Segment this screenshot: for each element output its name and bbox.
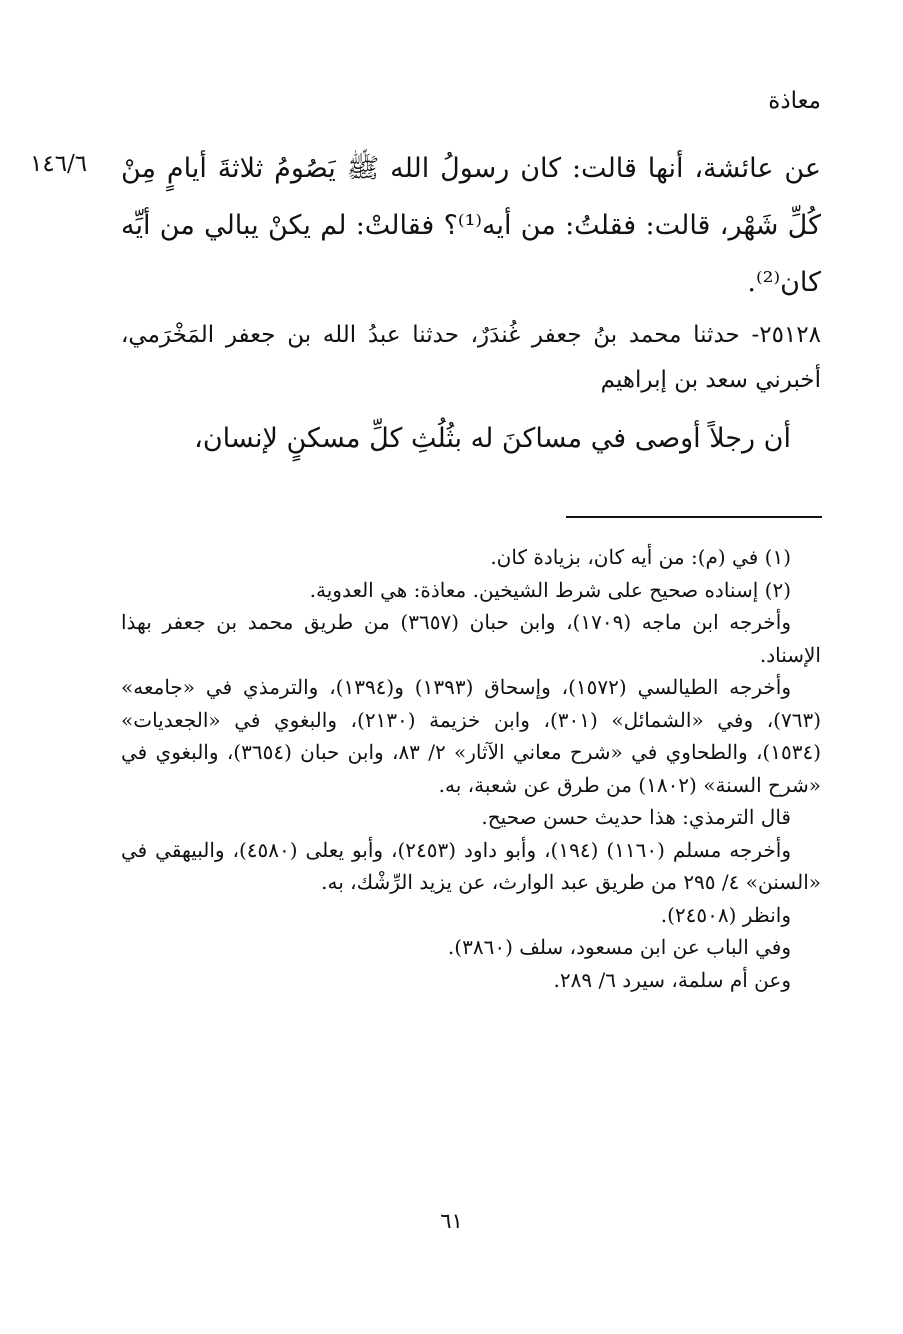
running-title: معاذة [768,88,821,114]
footnote-paragraph: وانظر (٢٤٥٠٨). [660,902,791,927]
hadith-matn: أن رجلاً أوصى في مساكنَ له بثُلُثِ كلِّ مسكنٍ لإنسان، [194,423,791,454]
footnote-2: (٢) إسناده صحيح على شرط الشيخين. معاذة: هي العدوية. [309,577,791,602]
footnote-paragraph: وفي الباب عن ابن مسعود، سلف (٣٨٦٠). [447,935,791,959]
page-number: ٦١ [440,1209,463,1233]
hadith-isnad: ٢٥١٢٨- حدثنا محمد بنُ جعفر غُندَرٌ، حدثنا عبدُ الله بن جعفر المَخْرَمي، أخبرني سعد بن إبراهيم [121,322,821,393]
footnote-paragraph: وعن أم سلمة، سيرد ٦/ ٢٨٩. [553,967,791,992]
main-text [121,140,821,311]
footnotes [121,541,821,996]
margin-reference: ١٤٦/٦ [30,151,88,177]
hadith-isnad-block [121,313,821,403]
footnote-1: (١) في (م): من أيه كان، بزيادة كان. [490,545,791,569]
footnote-paragraph: وأخرجه الطيالسي (١٥٧٢)، وإسحاق (١٣٩٣) و(١٣٩٤)، والترمذي في «جامعه» (٧٦٣)، وفي «الشمائل» (٣٠١)، وابن خزيمة (٢١٣٠)، والبغوي في «الجعديات» (١٥٣٤)، والطحاوي في «شرح معاني الآثار» ٢/ ٨٣، وابن حبان (٣٦٥٤)، والبغوي في «شرح السنة» (١٨٠٢) من طرق عن شعبة، به. [121,675,822,797]
footnote-divider [566,516,822,518]
footnote-paragraph: وأخرجه ابن ماجه (١٧٠٩)، وابن حبان (٣٦٥٧) من طريق محمد بن جعفر بهذا الإسناد. [121,610,821,667]
main-paragraph: عن عائشة، أنها قالت: كان رسولُ الله ﷺ يَصُومُ ثلاثةَ أيامٍ مِنْ كُلِّ شَهْر، قالت: فقلتُ: من أيه⁽¹⁾؟ فقالتْ: لم يكنْ يبالي من أيِّه كان⁽²⁾. [121,153,821,298]
footnote-paragraph: قال الترمذي: هذا حديث حسن صحيح. [481,805,791,829]
footnote-paragraph: وأخرجه مسلم (١١٦٠) (١٩٤)، وأبو داود (٢٤٥٣)، وأبو يعلى (٤٥٨٠)، والبيهقي في «السنن» ٤/ ٢٩٥ من طريق عبد الوارث، عن يزيد الرِّشْك، به. [121,837,821,894]
